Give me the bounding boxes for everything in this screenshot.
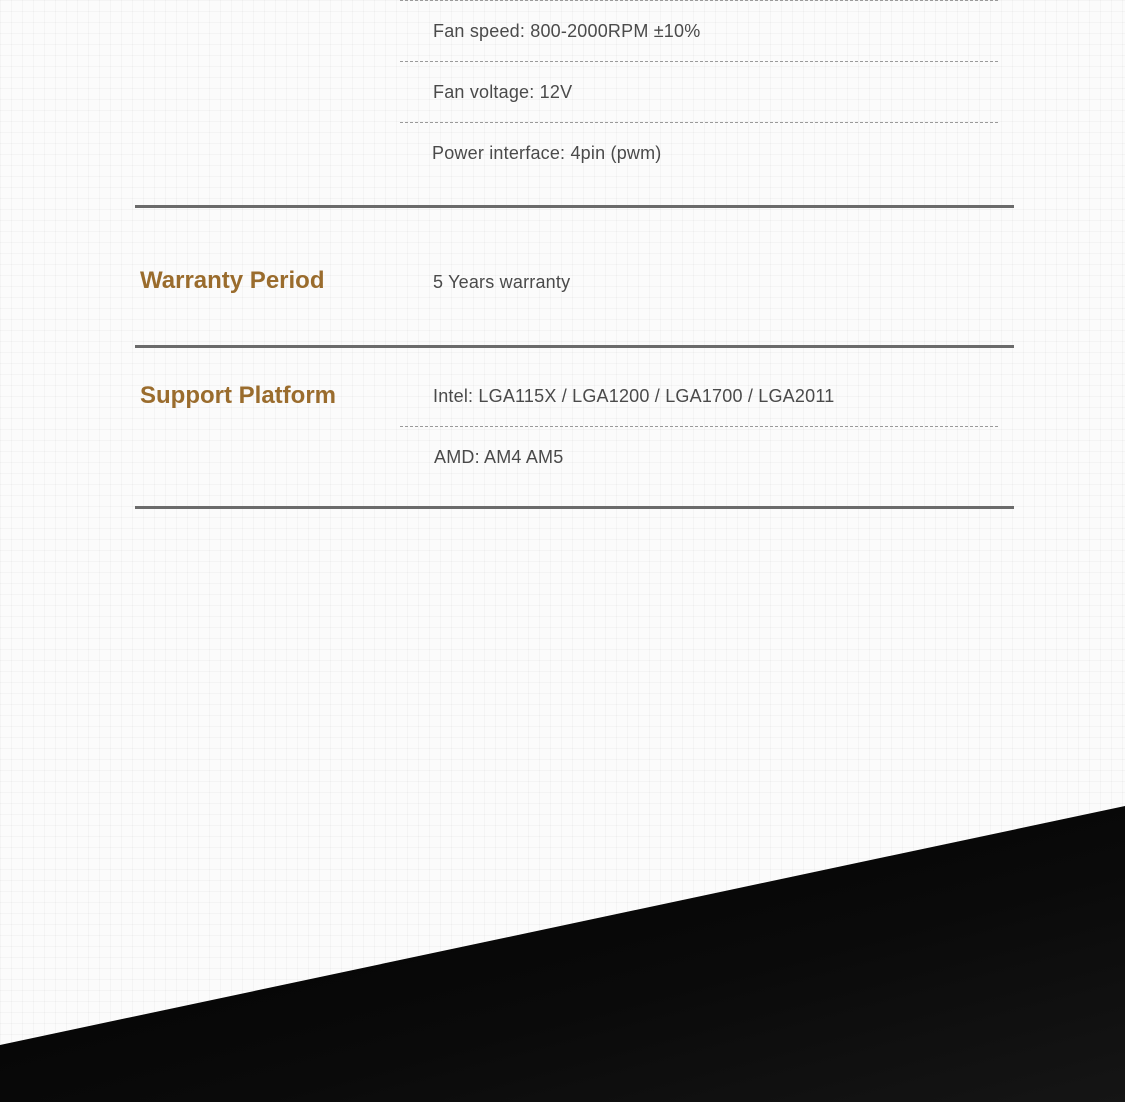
fan-voltage-value: Fan voltage: 12V [433, 82, 573, 102]
dashed-divider [400, 61, 998, 62]
dashed-divider [400, 122, 998, 123]
support-platform-amd-value: AMD: AM4 AM5 [434, 447, 564, 467]
support-platform-intel-value: Intel: LGA115X / LGA1200 / LGA1700 / LGA2011 [433, 386, 835, 406]
warranty-period-label: Warranty Period [140, 267, 325, 294]
section-divider [135, 345, 1014, 348]
support-platform-label: Support Platform [140, 382, 336, 409]
section-divider [135, 506, 1014, 509]
fan-speed-value: Fan speed: 800-2000RPM ±10% [433, 21, 701, 41]
dashed-divider-top [400, 0, 998, 1]
warranty-period-value: 5 Years warranty [433, 272, 571, 292]
section-divider [135, 205, 1014, 208]
power-interface-value: Power interface: 4pin (pwm) [432, 143, 662, 163]
dashed-divider [400, 426, 998, 427]
